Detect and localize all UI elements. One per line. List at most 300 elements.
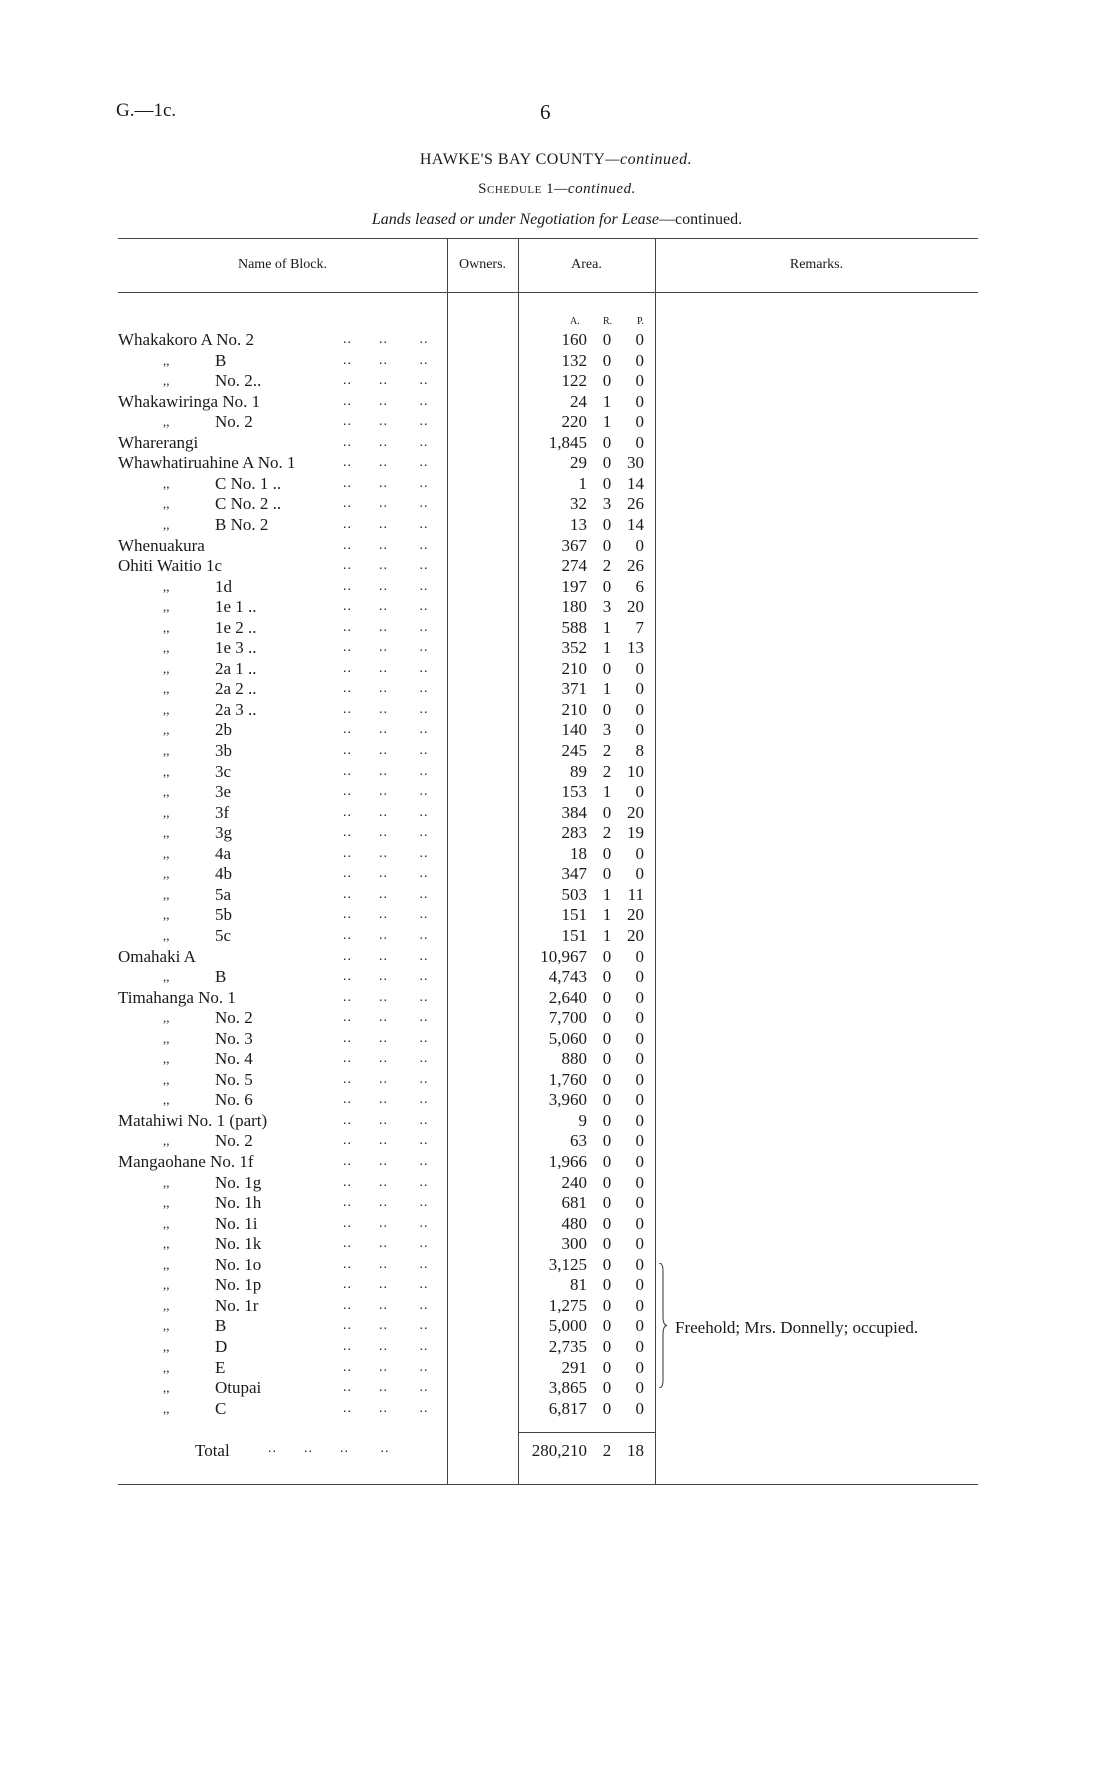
leader-dots: .. .. .. xyxy=(343,640,429,655)
block-name: No. 5 xyxy=(215,1070,253,1089)
area-roods: 0 xyxy=(602,1090,612,1109)
area-acres: 180 xyxy=(561,597,587,616)
page-number: 6 xyxy=(540,100,551,124)
ditto-mark: ,, xyxy=(163,599,170,614)
area-acres: 32 xyxy=(570,494,587,513)
ditto-mark: ,, xyxy=(163,414,170,429)
area-roods: 0 xyxy=(602,1029,612,1048)
leader-dots: .. .. .. xyxy=(343,1380,429,1395)
area-roods: 3 xyxy=(602,494,612,513)
block-name: No. 1k xyxy=(215,1234,262,1253)
area-perches: 0 xyxy=(635,864,644,883)
block-name: No. 2.. xyxy=(215,371,262,390)
block-name: 1e 3 .. xyxy=(215,638,257,657)
block-name: 3b xyxy=(215,741,232,760)
area-acres: 13 xyxy=(570,515,587,534)
leader-dots: .. .. .. xyxy=(343,1051,429,1066)
area-perches: 19 xyxy=(627,823,644,842)
area-acres: 367 xyxy=(561,536,587,555)
area-perches: 0 xyxy=(635,1152,644,1171)
leader-dots: .. .. .. xyxy=(343,1154,429,1169)
table-row xyxy=(0,885,1114,905)
block-name: 3g xyxy=(215,823,232,842)
leader-dots: .. .. .. xyxy=(343,1298,429,1313)
area-roods: 0 xyxy=(602,1173,612,1192)
col-name-of-block: Name of Block. xyxy=(237,257,328,272)
leader-dots: .. .. .. xyxy=(343,825,429,840)
ditto-mark: ,, xyxy=(163,866,170,881)
brace-icon xyxy=(657,1263,667,1388)
block-name: D xyxy=(215,1337,228,1356)
area-perches: 0 xyxy=(635,1029,644,1048)
leader-dots: .. .. .. xyxy=(343,455,429,470)
leader-dots: .. .. .. xyxy=(343,1236,429,1251)
table-row xyxy=(0,905,1114,925)
leader-dots: .. .. .. xyxy=(343,1360,429,1375)
area-perches: 14 xyxy=(627,474,644,493)
area-acres: 384 xyxy=(561,803,587,822)
leader-dots: .. .. .. xyxy=(343,681,429,696)
area-acres: 5,000 xyxy=(548,1316,587,1335)
area-acres: 3,125 xyxy=(548,1255,587,1274)
area-roods: 0 xyxy=(602,1255,612,1274)
block-name: 3c xyxy=(215,762,232,781)
leader-dots: .. .. .. xyxy=(343,805,429,820)
area-roods: 2 xyxy=(602,762,612,781)
area-roods: 0 xyxy=(602,474,612,493)
ditto-mark: ,, xyxy=(163,1031,170,1046)
area-perches: 0 xyxy=(635,1214,644,1233)
area-acres: 197 xyxy=(561,577,587,596)
area-acres: 503 xyxy=(561,885,587,904)
area-acres: 151 xyxy=(561,905,587,924)
table-top-rule xyxy=(118,238,978,239)
schedule-title: Schedule 1—continued. xyxy=(478,181,636,197)
area-acres: 1,275 xyxy=(548,1296,587,1315)
table-row xyxy=(0,515,1114,535)
area-perches: 0 xyxy=(635,1070,644,1089)
area-acres: 9 xyxy=(578,1111,587,1130)
table-row xyxy=(0,351,1114,371)
block-name: Mangaohane No. 1f xyxy=(118,1152,254,1171)
area-acres: 1,966 xyxy=(548,1152,587,1171)
block-name: Whawhatiruahine A No. 1 xyxy=(118,453,296,472)
leader-dots: .. .. .. xyxy=(343,1092,429,1107)
ditto-mark: ,, xyxy=(163,517,170,532)
table-row xyxy=(0,1008,1114,1028)
ditto-mark: ,, xyxy=(163,1339,170,1354)
ditto-mark: ,, xyxy=(163,681,170,696)
area-perches: 0 xyxy=(635,330,644,349)
table-row xyxy=(0,494,1114,514)
area-perches: 0 xyxy=(635,433,644,452)
area-perches: 8 xyxy=(635,741,644,760)
leader-dots: .. .. .. xyxy=(343,435,429,450)
area-acres: 300 xyxy=(561,1234,587,1253)
block-name: B xyxy=(215,967,227,986)
table-row xyxy=(0,720,1114,740)
table-row xyxy=(0,1214,1114,1234)
area-perches: 11 xyxy=(627,885,644,904)
leader-dots: .. .. .. xyxy=(343,722,429,737)
leader-dots: .. .. .. xyxy=(343,990,429,1005)
ditto-mark: ,, xyxy=(163,579,170,594)
table-row xyxy=(0,433,1114,453)
ditto-mark: ,, xyxy=(163,1318,170,1333)
ditto-mark: ,, xyxy=(163,1010,170,1025)
table-row xyxy=(0,1193,1114,1213)
area-roods: 0 xyxy=(602,1378,612,1397)
area-perches: 26 xyxy=(627,494,644,513)
table-row xyxy=(0,1029,1114,1049)
table-row xyxy=(0,330,1114,350)
area-perches: 20 xyxy=(627,597,644,616)
ditto-mark: ,, xyxy=(163,1072,170,1087)
area-roods: 0 xyxy=(602,1358,612,1377)
area-roods: 1 xyxy=(602,905,612,924)
table-row xyxy=(0,392,1114,412)
table-row xyxy=(0,1070,1114,1090)
area-roods: 0 xyxy=(602,1234,612,1253)
leader-dots: .. .. .. xyxy=(343,517,429,532)
col-owners: Owners. xyxy=(458,257,507,272)
area-roods: 0 xyxy=(602,536,612,555)
area-roods: 0 xyxy=(602,988,612,1007)
col-remarks: Remarks. xyxy=(789,257,844,272)
block-name: Whakakoro A No. 2 xyxy=(118,330,254,349)
table-row xyxy=(0,1399,1114,1419)
leader-dots: .. .. .. xyxy=(343,866,429,881)
area-perches: 0 xyxy=(635,1255,644,1274)
area-roods: 0 xyxy=(602,659,612,678)
area-acres: 880 xyxy=(561,1049,587,1068)
area-roods: 0 xyxy=(602,1296,612,1315)
ditto-mark: ,, xyxy=(163,620,170,635)
area-perches: 20 xyxy=(627,926,644,945)
area-roods: 0 xyxy=(602,1399,612,1418)
area-perches: 0 xyxy=(635,1090,644,1109)
leader-dots: .. .. .. xyxy=(343,599,429,614)
block-name: 2a 2 .. xyxy=(215,679,257,698)
ditto-mark: ,, xyxy=(163,1175,170,1190)
block-name: No. 3 xyxy=(215,1029,253,1048)
area-perches: 26 xyxy=(627,556,644,575)
area-roods: 3 xyxy=(602,720,612,739)
block-name: C No. 1 .. xyxy=(215,474,282,493)
block-name: B xyxy=(215,1316,227,1335)
block-name: B xyxy=(215,351,227,370)
area-perches: 13 xyxy=(627,638,644,657)
area-roods: 2 xyxy=(602,556,612,575)
block-name: 3e xyxy=(215,782,232,801)
ditto-mark: ,, xyxy=(163,476,170,491)
table-row xyxy=(0,577,1114,597)
block-name: C No. 2 .. xyxy=(215,494,282,513)
block-name: No. 1g xyxy=(215,1173,262,1192)
leader-dots: .. .. .. xyxy=(343,373,429,388)
block-name: No. 1p xyxy=(215,1275,262,1294)
block-name: No. 1h xyxy=(215,1193,262,1212)
area-acres: 140 xyxy=(561,720,587,739)
ditto-mark: ,, xyxy=(163,743,170,758)
table-row xyxy=(0,967,1114,987)
table-row xyxy=(0,412,1114,432)
block-name: Ohiti Waitio 1c xyxy=(118,556,223,575)
area-acres: 210 xyxy=(561,659,587,678)
area-perches: 0 xyxy=(635,1316,644,1335)
remark-text: Freehold; Mrs. Donnelly; occupied. xyxy=(675,1318,919,1337)
leader-dots: .. .. .. xyxy=(343,414,429,429)
area-perches: 0 xyxy=(635,1008,644,1027)
area-acres: 1,845 xyxy=(548,433,587,452)
block-name: 1e 2 .. xyxy=(215,618,257,637)
ditto-mark: ,, xyxy=(163,846,170,861)
ditto-mark: ,, xyxy=(163,1133,170,1148)
leader-dots: .. .. .. xyxy=(343,1195,429,1210)
area-acres: 347 xyxy=(561,864,587,883)
area-roods: 0 xyxy=(602,947,612,966)
ditto-mark: ,, xyxy=(163,1401,170,1416)
leader-dots: .. .. .. xyxy=(343,969,429,984)
leader-dots: .. .. .. xyxy=(343,1072,429,1087)
leader-dots: .. .. .. xyxy=(343,353,429,368)
ditto-mark: ,, xyxy=(163,969,170,984)
area-roods: 0 xyxy=(602,453,612,472)
total-acres: 280,210 xyxy=(531,1441,587,1460)
block-name: Otupai xyxy=(215,1378,262,1397)
area-acres: 63 xyxy=(570,1131,587,1150)
block-name: C xyxy=(215,1399,227,1418)
area-acres: 274 xyxy=(561,556,587,575)
area-roods: 2 xyxy=(602,823,612,842)
area-roods: 3 xyxy=(602,597,612,616)
leader-dots: .. .. .. xyxy=(343,620,429,635)
ditto-mark: ,, xyxy=(163,784,170,799)
block-name: Matahiwi No. 1 (part) xyxy=(118,1111,268,1130)
area-acres: 1,760 xyxy=(548,1070,587,1089)
block-name: Omahaki A xyxy=(118,947,196,966)
document-reference: G.—1c. xyxy=(116,100,177,121)
table-row xyxy=(0,1131,1114,1151)
area-perches: 0 xyxy=(635,1234,644,1253)
area-roods: 1 xyxy=(602,618,612,637)
table-row xyxy=(0,700,1114,720)
table-row xyxy=(0,926,1114,946)
leader-dots: .. .. .. xyxy=(343,558,429,573)
block-name: 5a xyxy=(215,885,232,904)
area-perches: 0 xyxy=(635,844,644,863)
leader-dots: .. .. .. xyxy=(343,496,429,511)
area-roods: 0 xyxy=(602,803,612,822)
area-acres: 3,865 xyxy=(548,1378,587,1397)
table-row xyxy=(0,618,1114,638)
area-acres: 240 xyxy=(561,1173,587,1192)
area-acres: 160 xyxy=(561,330,587,349)
block-name: No. 1o xyxy=(215,1255,262,1274)
area-acres: 1 xyxy=(578,474,587,493)
block-name: 2a 3 .. xyxy=(215,700,257,719)
block-name: No. 2 xyxy=(215,1131,253,1150)
block-name: 5b xyxy=(215,905,232,924)
block-name: 1d xyxy=(215,577,232,596)
area-roods: 0 xyxy=(602,577,612,596)
area-roods: 1 xyxy=(602,782,612,801)
block-name: Wharerangi xyxy=(118,433,199,452)
leader-dots: .. .. .. xyxy=(343,764,429,779)
area-perches: 20 xyxy=(627,905,644,924)
area-perches: 14 xyxy=(627,515,644,534)
leader-dots: .. .. .. xyxy=(343,887,429,902)
total-label: Total xyxy=(195,1441,230,1460)
area-perches: 0 xyxy=(635,967,644,986)
col-area: Area. xyxy=(571,257,602,272)
leader-dots: .. .. .. xyxy=(343,1318,429,1333)
area-roods: 1 xyxy=(602,392,612,411)
ditto-mark: ,, xyxy=(163,1195,170,1210)
area-acres: 371 xyxy=(561,679,587,698)
ditto-mark: ,, xyxy=(163,661,170,676)
table-row xyxy=(0,803,1114,823)
area-perches: 0 xyxy=(635,1358,644,1377)
ditto-mark: ,, xyxy=(163,1277,170,1292)
leader-dots: .. .. .. xyxy=(343,702,429,717)
area-acres: 352 xyxy=(561,638,587,657)
area-roods: 0 xyxy=(602,515,612,534)
area-acres: 480 xyxy=(561,1214,587,1233)
area-roods: 0 xyxy=(602,330,612,349)
area-acres: 10,967 xyxy=(540,947,587,966)
table-row xyxy=(0,947,1114,967)
area-roods: 1 xyxy=(602,412,612,431)
total-row xyxy=(0,1441,1114,1463)
area-roods: 0 xyxy=(602,1070,612,1089)
table-row xyxy=(0,1255,1114,1275)
ditto-mark: ,, xyxy=(163,722,170,737)
ditto-mark: ,, xyxy=(163,353,170,368)
area-perches: 0 xyxy=(635,1111,644,1130)
area-roods: 0 xyxy=(602,967,612,986)
total-leaders: .. .. .. .. xyxy=(268,1441,390,1456)
area-acres: 7,700 xyxy=(548,1008,587,1027)
area-perches: 0 xyxy=(635,371,644,390)
area-perches: 30 xyxy=(627,453,644,472)
leader-dots: .. .. .. xyxy=(343,1113,429,1128)
leader-dots: .. .. .. xyxy=(343,1175,429,1190)
leader-dots: .. .. .. xyxy=(343,332,429,347)
area-perches: 0 xyxy=(635,536,644,555)
ditto-mark: ,, xyxy=(163,1216,170,1231)
area-acres: 245 xyxy=(561,741,587,760)
ditto-mark: ,, xyxy=(163,1380,170,1395)
ditto-mark: ,, xyxy=(163,1257,170,1272)
unit-perches: P. xyxy=(637,316,644,327)
leader-dots: .. .. .. xyxy=(343,1339,429,1354)
area-roods: 2 xyxy=(602,741,612,760)
area-perches: 0 xyxy=(635,988,644,1007)
area-perches: 0 xyxy=(635,1296,644,1315)
block-name: No. 6 xyxy=(215,1090,253,1109)
table-row xyxy=(0,1296,1114,1316)
area-perches: 0 xyxy=(635,1399,644,1418)
leader-dots: .. .. .. xyxy=(343,538,429,553)
leader-dots: .. .. .. xyxy=(343,579,429,594)
area-perches: 0 xyxy=(635,659,644,678)
block-name: 1e 1 .. xyxy=(215,597,257,616)
block-name: 2a 1 .. xyxy=(215,659,257,678)
area-roods: 0 xyxy=(602,1152,612,1171)
table-row xyxy=(0,1090,1114,1110)
block-name: Timahanga No. 1 xyxy=(118,988,236,1007)
block-name: No. 2 xyxy=(215,1008,253,1027)
leader-dots: .. .. .. xyxy=(343,784,429,799)
block-name: E xyxy=(215,1358,226,1377)
table-row xyxy=(0,1316,1114,1336)
area-perches: 7 xyxy=(635,618,644,637)
ditto-mark: ,, xyxy=(163,496,170,511)
total-roods: 2 xyxy=(602,1441,612,1460)
block-name: 2b xyxy=(215,720,232,739)
area-perches: 0 xyxy=(635,412,644,431)
area-perches: 0 xyxy=(635,700,644,719)
block-name: 5c xyxy=(215,926,232,945)
area-roods: 0 xyxy=(602,433,612,452)
ditto-mark: ,, xyxy=(163,702,170,717)
area-acres: 210 xyxy=(561,700,587,719)
ditto-mark: ,, xyxy=(163,887,170,902)
table-row xyxy=(0,556,1114,576)
area-roods: 0 xyxy=(602,1316,612,1335)
area-acres: 291 xyxy=(561,1358,587,1377)
table-row xyxy=(0,1049,1114,1069)
block-name: B No. 2 xyxy=(215,515,269,534)
leader-dots: .. .. .. xyxy=(343,1277,429,1292)
leader-dots: .. .. .. xyxy=(343,661,429,676)
block-name: No. 1i xyxy=(215,1214,258,1233)
table-row xyxy=(0,988,1114,1008)
area-perches: 0 xyxy=(635,1131,644,1150)
leader-dots: .. .. .. xyxy=(343,1133,429,1148)
table-row xyxy=(0,1358,1114,1378)
area-acres: 89 xyxy=(570,762,587,781)
table-row xyxy=(0,597,1114,617)
table-row xyxy=(0,1378,1114,1398)
area-perches: 0 xyxy=(635,1337,644,1356)
area-acres: 81 xyxy=(570,1275,587,1294)
lands-subtitle: Lands leased or under Negotiation for Lease—continued. xyxy=(371,211,743,228)
area-acres: 220 xyxy=(561,412,587,431)
block-name: No. 4 xyxy=(215,1049,253,1068)
ditto-mark: ,, xyxy=(163,805,170,820)
block-name: Whenuakura xyxy=(118,536,205,555)
table-row xyxy=(0,536,1114,556)
area-roods: 0 xyxy=(602,1337,612,1356)
table-bottom-rule xyxy=(118,1484,978,1485)
leader-dots: .. .. .. xyxy=(343,846,429,861)
area-roods: 0 xyxy=(602,1275,612,1294)
area-perches: 0 xyxy=(635,720,644,739)
leader-dots: .. .. .. xyxy=(343,1010,429,1025)
table-row xyxy=(0,1111,1114,1131)
ditto-mark: ,, xyxy=(163,1092,170,1107)
area-acres: 2,735 xyxy=(548,1337,587,1356)
area-perches: 0 xyxy=(635,1193,644,1212)
area-acres: 283 xyxy=(561,823,587,842)
ditto-mark: ,, xyxy=(163,764,170,779)
table-row xyxy=(0,1337,1114,1357)
table-row xyxy=(0,659,1114,679)
ditto-mark: ,, xyxy=(163,1298,170,1313)
area-perches: 0 xyxy=(635,1275,644,1294)
